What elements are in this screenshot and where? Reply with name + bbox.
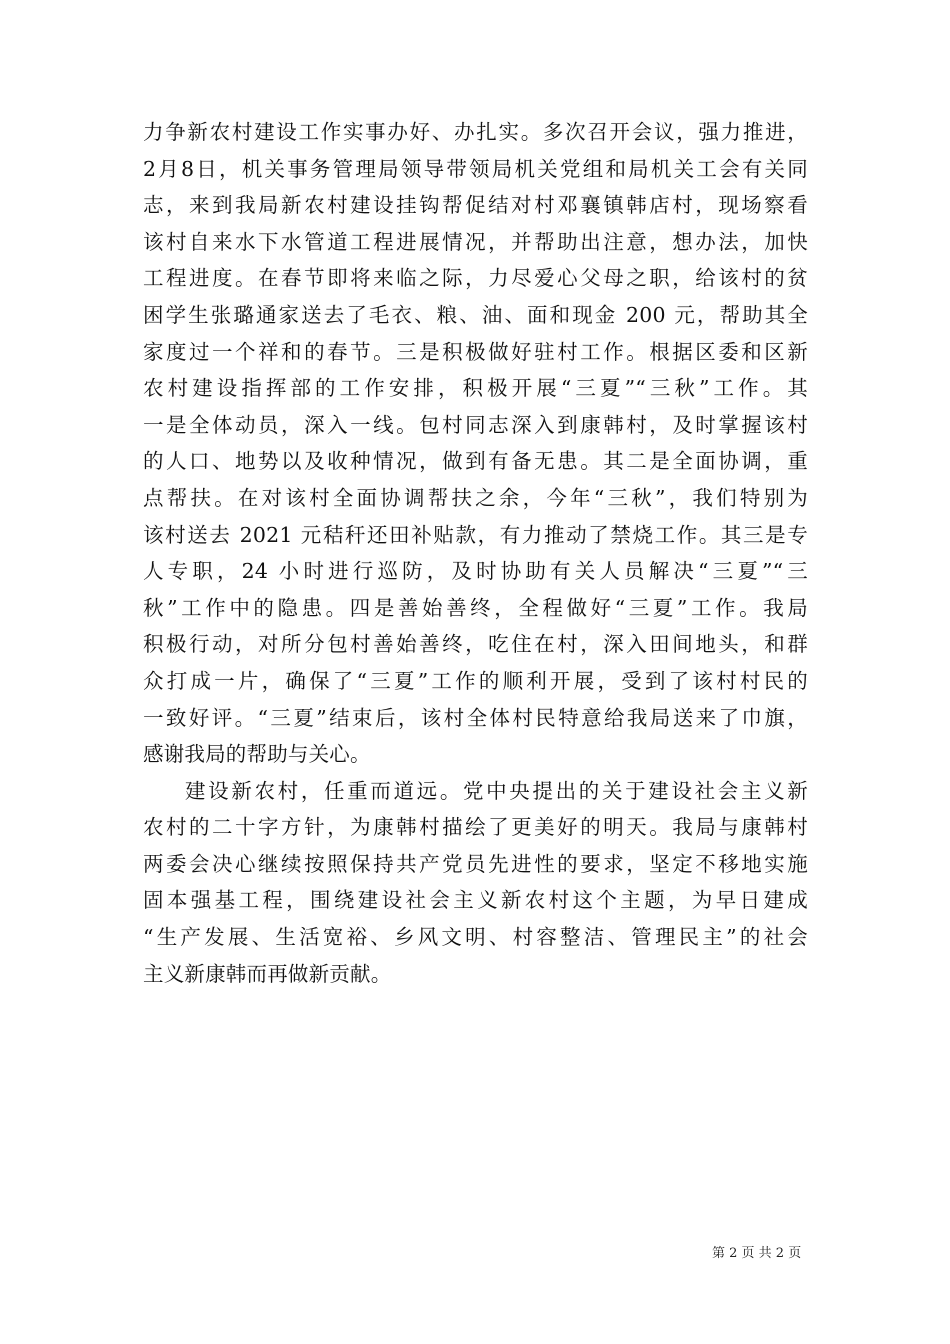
text-line: 建设新农村，任重而道远。党中央提出的关于建设社会主义新 bbox=[185, 778, 808, 803]
text-line: 的人口、地势以及收种情况，做到有备无患。其二是全面协调，重 bbox=[143, 449, 808, 474]
text-line: 志，来到我局新农村建设挂钩帮促结对村邓襄镇韩店村，现场察看 bbox=[143, 193, 808, 218]
text-line: 该村送去 2021 元秸秆还田补贴款，有力推动了禁烧工作。其三是专 bbox=[143, 522, 808, 547]
text-line: 困学生张璐通家送去了毛衣、粮、油、面和现金 200 元，帮助其全 bbox=[143, 302, 808, 327]
text-line: 该村自来水下水管道工程进展情况，并帮助出注意，想办法，加快 bbox=[143, 229, 808, 254]
text-line: 固本强基工程，围绕建设社会主义新农村这个主题，为早日建成 bbox=[143, 888, 808, 913]
text-line: 农村建设指挥部的工作安排，积极开展“三夏”“三秋”工作。其 bbox=[143, 376, 808, 401]
text-line: 人专职，24 小时进行巡防，及时协助有关人员解决“三夏”“三 bbox=[143, 559, 808, 584]
text-line: 2月8日，机关事务管理局领导带领局机关党组和局机关工会有关同 bbox=[143, 156, 808, 181]
text-line: “生产发展、生活宽裕、乡风文明、村容整洁、管理民主”的社会 bbox=[143, 925, 808, 950]
paragraph-2 bbox=[143, 773, 808, 993]
text-line: 感谢我局的帮助与关心。 bbox=[143, 742, 371, 767]
text-line: 家度过一个祥和的春节。三是积极做好驻村工作。根据区委和区新 bbox=[143, 339, 808, 364]
text-line: 主义新康韩而再做新贡献。 bbox=[143, 961, 392, 986]
text-line: 一致好评。“三夏”结束后，该村全体村民特意给我局送来了巾旗， bbox=[143, 705, 808, 730]
text-line: 一是全体动员，深入一线。包村同志深入到康韩村，及时掌握该村 bbox=[143, 412, 808, 437]
paragraph-1 bbox=[143, 114, 808, 773]
text-line: 两委会决心继续按照保持共产党员先进性的要求，坚定不移地实施 bbox=[143, 851, 808, 876]
text-line: 秋”工作中的隐患。四是善始善终，全程做好“三夏”工作。我局 bbox=[143, 595, 808, 620]
page-number-footer: 第 2 页 共 2 页 bbox=[712, 1246, 802, 1261]
document-body bbox=[143, 114, 808, 992]
text-line: 力争新农村建设工作实事办好、办扎实。多次召开会议，强力推进， bbox=[143, 120, 808, 144]
text-line: 众打成一片，确保了“三夏”工作的顺利开展，受到了该村村民的 bbox=[143, 668, 808, 693]
text-line: 农村的二十字方针，为康韩村描绘了更美好的明天。我局与康韩村 bbox=[143, 815, 808, 840]
text-line: 工程进度。在春节即将来临之际，力尽爱心父母之职，给该村的贫 bbox=[143, 266, 808, 291]
text-line: 积极行动，对所分包村善始善终，吃住在村，深入田间地头，和群 bbox=[143, 632, 808, 657]
text-line: 点帮扶。在对该村全面协调帮扶之余，今年“三秋”，我们特别为 bbox=[143, 485, 808, 510]
